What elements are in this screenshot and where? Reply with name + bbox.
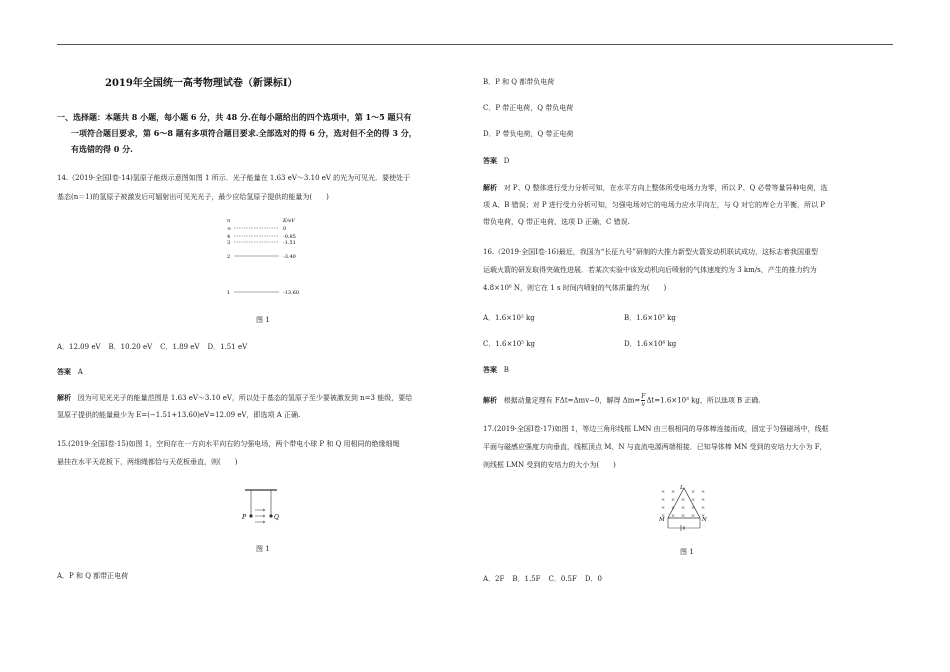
- level-3: [227, 240, 296, 246]
- q14-option-d: D．1.51 eV: [207, 343, 248, 351]
- q15-option-c: C．P 带正电荷，Q 带负电荷: [483, 104, 574, 112]
- svg-text:1: 1: [227, 290, 231, 296]
- label-l: L: [680, 485, 684, 491]
- svg-text:×: ×: [691, 489, 696, 495]
- q15-stem-line-1: 15.(2019·全国Ⅰ卷·15)如图 1，空间存在一方向水平向右的匀强电场，两个带电小球 P 和 Q 用相同的绝缘细绳: [57, 440, 400, 448]
- answer-label: 答案: [57, 367, 71, 376]
- answer-label: 答案: [483, 156, 497, 165]
- analysis-label: 解析: [483, 183, 497, 192]
- label-m: M: [659, 517, 665, 523]
- svg-text:×: ×: [671, 489, 676, 495]
- svg-text:-0.85: -0.85: [283, 234, 296, 240]
- q16-option-d: D．1.6×10⁶ kg: [624, 340, 677, 348]
- q15-option-a: A．P 和 Q 都带正电荷: [57, 572, 129, 580]
- q17-stem-line-3: 则线框 LMN 受到的安培力的大小为( ): [483, 461, 616, 469]
- q15-option-d: D．P 带负电荷，Q 带正电荷: [483, 130, 574, 138]
- svg-text:×: ×: [671, 513, 676, 519]
- hanging-charges-diagram: [237, 484, 297, 530]
- level-1: [227, 290, 299, 296]
- q14-option-c: C．1.89 eV: [160, 343, 200, 351]
- energy-level-diagram: [225, 216, 335, 300]
- svg-text:×: ×: [681, 513, 686, 519]
- label-q: Q: [274, 514, 279, 521]
- field-lines: [255, 509, 265, 523]
- q16-answer: [483, 364, 509, 376]
- svg-text:×: ×: [661, 497, 666, 503]
- analysis-text: 对 P、Q 整体进行受力分析可知，在水平方向上整体所受电场力为零，所以 P、Q 必带等量异种电荷，选: [503, 184, 828, 192]
- answer-value: A: [77, 368, 83, 376]
- q15-option-b: B．P 和 Q 都带负电荷: [483, 78, 555, 86]
- q14-options: [57, 341, 255, 353]
- q14-option-b: B．10.20 eV: [108, 343, 153, 351]
- q15-analysis-line-1: [483, 182, 827, 194]
- q15-analysis-line-3: 带负电荷，Q 带正电荷，选项 D 正确，C 错误.: [483, 218, 630, 226]
- n-axis-label: n: [227, 218, 231, 224]
- q16-stem-line-1: 16.（2019·全国Ⅰ卷·16)最近，我国为“长征九号”研制的大推力新型火箭发动机联试成功，这标志着我国重型: [483, 248, 818, 256]
- q14-option-a: A．12.09 eV: [57, 343, 101, 351]
- charge-p: [249, 514, 252, 517]
- q17-option-b: B．1.5F: [512, 575, 541, 583]
- analysis-label: 解析: [483, 395, 497, 405]
- q16-option-c: C．1.6×10⁵ kg: [483, 340, 536, 348]
- q15-figure-caption: 图 1: [256, 545, 270, 553]
- magnetic-field-crosses: [661, 489, 705, 519]
- q14-analysis-line-1: [57, 392, 412, 404]
- svg-text:×: ×: [701, 513, 706, 519]
- q14-stem-line-1: 14.（2019·全国Ⅰ卷·14)氢原子能级示意图如图 1 所示．光子能量在 1.63 eV～3.10 eV 的光为可见光．要使处于: [57, 174, 411, 182]
- answer-label: 答案: [483, 365, 497, 374]
- q16-stem-line-2: 运载火箭的研发取得突破性进展．若某次实验中该发动机向后喷射的气体速度约为 3 km/s，产生的推力约为: [483, 266, 817, 274]
- paper-title: 2019年全国统一高考物理试卷（新课标Ⅰ）: [105, 78, 298, 89]
- level-2: [227, 254, 296, 260]
- svg-text:×: ×: [691, 505, 696, 511]
- svg-text:×: ×: [661, 489, 666, 495]
- analysis-text-part-1: 根据动量定理有 FΔt=Δmv−0，解得 Δm=: [503, 396, 641, 405]
- fraction-numerator: F: [641, 393, 646, 400]
- fraction-denominator: v: [641, 401, 646, 408]
- section-instructions-line-3: 有选错的得 0 分.: [71, 144, 133, 154]
- q14-answer: [57, 366, 83, 378]
- analysis-text-part-2: Δt=1.6×10³ kg，所以选项 B 正确.: [646, 396, 761, 405]
- svg-text:×: ×: [691, 497, 696, 503]
- header-rule: [57, 44, 893, 45]
- svg-text:×: ×: [691, 513, 696, 519]
- q14-figure-caption: 图 1: [256, 316, 270, 324]
- q16-analysis: [483, 393, 761, 408]
- svg-text:-13.60: -13.60: [283, 290, 300, 296]
- q17-figure-caption: 图 1: [680, 548, 694, 556]
- q14-analysis-line-2: 氢原子提供的能量最少为 E=(−1.51+13.60)eV=12.09 eV，即选项 A 正确.: [57, 411, 301, 419]
- q15-analysis-line-2: 项 A、B 错误；对 P 进行受力分析可知，匀强电场对它的电场力应水平向左，与 Q 对它的库仑力平衡，所以 P: [483, 201, 825, 209]
- q17-option-d: D．0: [584, 575, 602, 583]
- svg-text:×: ×: [681, 505, 686, 511]
- q17-stem-line-2: 平面与磁感应强度方向垂直，线框顶点 M、N 与直流电源两端相接．已知导体棒 MN 受到的安培力大小为 F，: [483, 443, 827, 451]
- svg-text:0: 0: [283, 226, 287, 232]
- q16-option-b: B．1.6×10³ kg: [624, 314, 676, 322]
- svg-text:×: ×: [671, 497, 676, 503]
- label-p: P: [242, 514, 247, 521]
- svg-text:×: ×: [701, 505, 706, 511]
- svg-text:×: ×: [701, 497, 706, 503]
- svg-text:2: 2: [227, 254, 231, 260]
- svg-text:×: ×: [701, 489, 706, 495]
- q16-option-a: A．1.6×10² kg: [483, 314, 535, 322]
- q15-answer: [483, 155, 509, 167]
- svg-text:4: 4: [227, 234, 231, 240]
- e-axis-label: E/eV: [283, 218, 295, 224]
- svg-text:×: ×: [661, 505, 666, 511]
- charge-q: [269, 514, 272, 517]
- label-n: N: [702, 517, 707, 523]
- level-inf: [227, 226, 286, 232]
- answer-value: B: [503, 366, 509, 374]
- q17-option-c: C．0.5F: [548, 575, 577, 583]
- analysis-label: 解析: [57, 393, 71, 402]
- q15-stem-line-2: 悬挂在水平天花板下，两细绳都恰与天花板垂直，则( ): [57, 458, 238, 466]
- svg-text:-1.51: -1.51: [283, 240, 296, 246]
- q17-option-a: A．2F: [483, 575, 505, 583]
- triangle-frame-diagram: [659, 484, 715, 542]
- svg-text:×: ×: [661, 513, 666, 519]
- svg-text:-3.40: -3.40: [283, 254, 296, 260]
- svg-text:∞: ∞: [227, 226, 232, 232]
- section-instructions-line-1: 一、选择题：本题共 8 小题，每小题 6 分，共 48 分.在每小题给出的四个选项中，第 1～5 题只有: [57, 112, 412, 122]
- q14-stem-line-2: 基态(n＝1)的氢原子被激发后可辐射出可见光光子，最少应给氢原子提供的能量为( ): [57, 193, 329, 201]
- q17-options: [483, 573, 610, 585]
- section-instructions-line-2: 一项符合题目要求，第 6～8 题有多项符合题目要求.全部选对的得 6 分，选对但不全的得 3 分，: [71, 128, 417, 138]
- svg-text:×: ×: [681, 497, 686, 503]
- analysis-text: 因为可见光光子的能量范围是 1.63 eV～3.10 eV，所以处于基态的氢原子至少要被激发到 n=3 能级，要给: [77, 394, 413, 402]
- fraction: [641, 393, 645, 408]
- svg-text:3: 3: [227, 240, 231, 246]
- answer-value: D: [503, 157, 510, 165]
- q16-stem-line-3: 4.8×10⁶ N，则它在 1 s 时间内喷射的气体质量约为( ): [483, 284, 667, 292]
- svg-text:×: ×: [671, 505, 676, 511]
- q17-stem-line-1: 17.(2019·全国Ⅰ卷·17)如图 1，等边三角形线框 LMN 由三根相同的导体棒连接而成，固定于匀强磁场中，线框: [483, 425, 829, 433]
